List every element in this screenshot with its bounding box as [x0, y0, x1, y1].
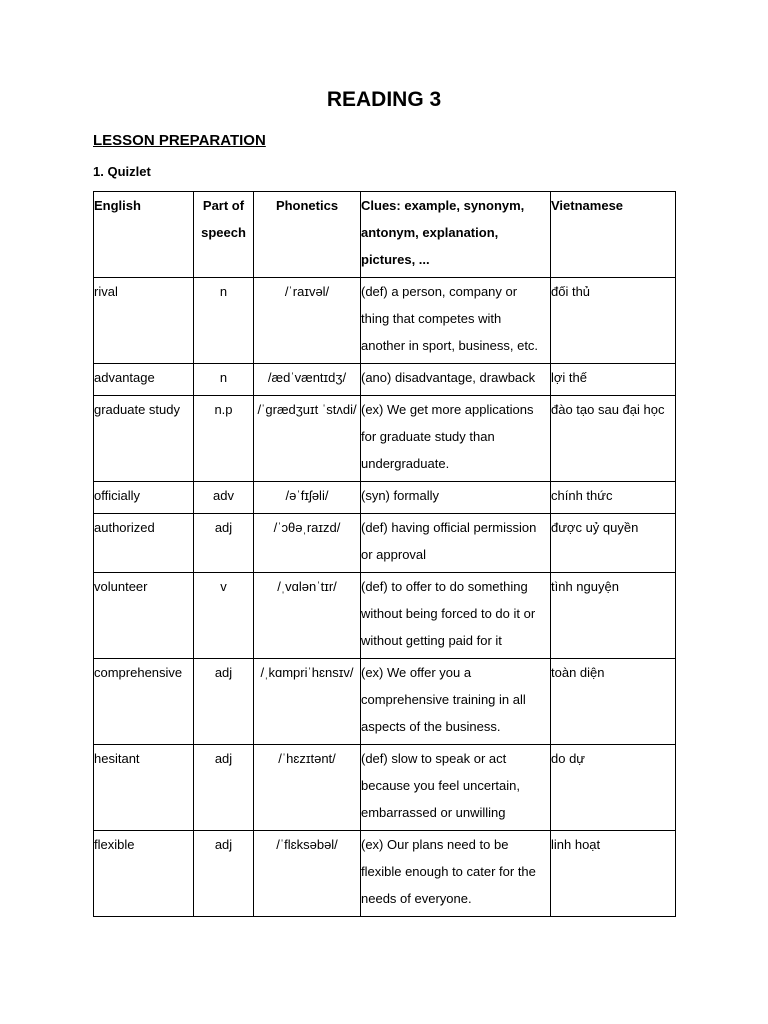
cell-clues: (def) slow to speak or act because you feel uncertain, embarrassed or unwilling — [361, 745, 551, 831]
cell-part-of-speech: n — [194, 278, 254, 364]
cell-clues: (def) to offer to do something without being forced to do it or without getting paid for it — [361, 573, 551, 659]
cell-part-of-speech: adj — [194, 745, 254, 831]
cell-clues: (ex) We offer you a comprehensive training in all aspects of the business. — [361, 659, 551, 745]
cell-phonetics: /ˈhɛzɪtənt/ — [254, 745, 361, 831]
cell-phonetics: /ˈɡrædʒuɪt ˈstʌdi/ — [254, 396, 361, 482]
cell-part-of-speech: n.p — [194, 396, 254, 482]
cell-clues: (def) having official permission or approval — [361, 514, 551, 573]
cell-part-of-speech: v — [194, 573, 254, 659]
cell-english: hesitant — [94, 745, 194, 831]
vocabulary-table — [93, 191, 676, 917]
cell-vietnamese: được uỷ quyền — [551, 514, 676, 573]
table-row — [94, 364, 676, 396]
cell-clues: (ex) We get more applications for graduate study than undergraduate. — [361, 396, 551, 482]
cell-english: rival — [94, 278, 194, 364]
table-header-row — [94, 192, 676, 278]
subsection-heading: 1. Quizlet — [93, 164, 151, 179]
table-row — [94, 831, 676, 917]
cell-vietnamese: tình nguyện — [551, 573, 676, 659]
cell-vietnamese: chính thức — [551, 482, 676, 514]
header-phonetics: Phonetics — [254, 192, 361, 278]
cell-phonetics: /ædˈvæntɪdʒ/ — [254, 364, 361, 396]
cell-vietnamese: toàn diện — [551, 659, 676, 745]
cell-clues: (ano) disadvantage, drawback — [361, 364, 551, 396]
cell-english: comprehensive — [94, 659, 194, 745]
section-heading: LESSON PREPARATION — [93, 132, 266, 149]
cell-vietnamese: đối thủ — [551, 278, 676, 364]
header-clues: Clues: example, synonym, antonym, explanation, pictures, ... — [361, 192, 551, 278]
table-row — [94, 396, 676, 482]
cell-clues: (ex) Our plans need to be flexible enough to cater for the needs of everyone. — [361, 831, 551, 917]
cell-phonetics: /ˈflɛksəbəl/ — [254, 831, 361, 917]
cell-english: volunteer — [94, 573, 194, 659]
cell-vietnamese: do dự — [551, 745, 676, 831]
cell-clues: (def) a person, company or thing that competes with another in sport, business, etc. — [361, 278, 551, 364]
cell-vietnamese: linh hoạt — [551, 831, 676, 917]
cell-vietnamese: lợi thế — [551, 364, 676, 396]
cell-english: flexible — [94, 831, 194, 917]
cell-phonetics: /əˈfɪʃəli/ — [254, 482, 361, 514]
page-title: READING 3 — [326, 88, 442, 111]
table-row — [94, 573, 676, 659]
cell-part-of-speech: n — [194, 364, 254, 396]
cell-phonetics: /ˌkɑmpriˈhɛnsɪv/ — [254, 659, 361, 745]
cell-clues: (syn) formally — [361, 482, 551, 514]
cell-phonetics: /ˈraɪvəl/ — [254, 278, 361, 364]
table-row — [94, 745, 676, 831]
table-row — [94, 482, 676, 514]
cell-english: officially — [94, 482, 194, 514]
cell-part-of-speech: adj — [194, 659, 254, 745]
header-english: English — [94, 192, 194, 278]
cell-vietnamese: đào tạo sau đại học — [551, 396, 676, 482]
table-row — [94, 278, 676, 364]
cell-part-of-speech: adj — [194, 514, 254, 573]
table-row — [94, 659, 676, 745]
header-part-of-speech: Part of speech — [194, 192, 254, 278]
table-row — [94, 514, 676, 573]
cell-english: graduate study — [94, 396, 194, 482]
cell-english: authorized — [94, 514, 194, 573]
header-vietnamese: Vietnamese — [551, 192, 676, 278]
cell-english: advantage — [94, 364, 194, 396]
cell-part-of-speech: adj — [194, 831, 254, 917]
cell-part-of-speech: adv — [194, 482, 254, 514]
cell-phonetics: /ˈɔθəˌraɪzd/ — [254, 514, 361, 573]
cell-phonetics: /ˌvɑlənˈtɪr/ — [254, 573, 361, 659]
